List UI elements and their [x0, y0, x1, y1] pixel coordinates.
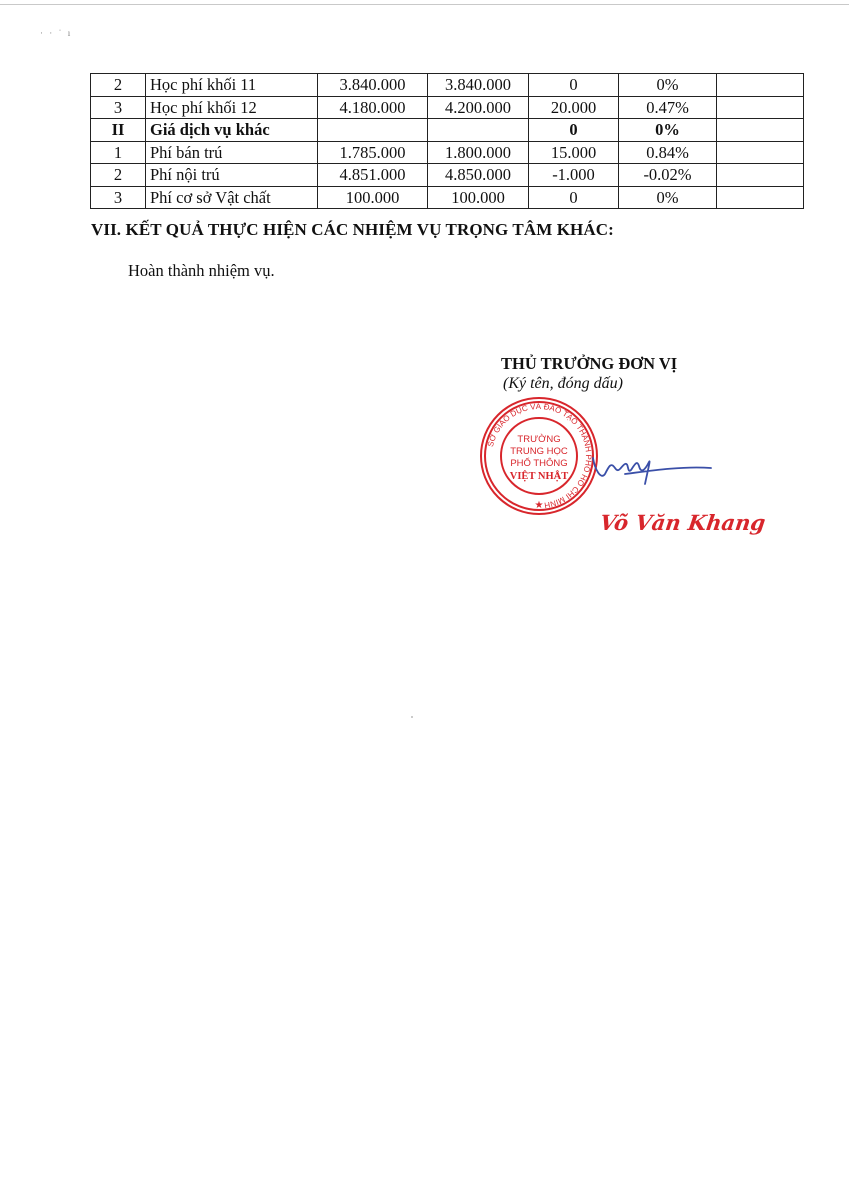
page-top-edge — [0, 4, 849, 5]
row-percent: 0% — [619, 74, 717, 97]
row-number: 2 — [91, 74, 146, 97]
row-note — [717, 164, 804, 187]
row-old-price: 100.000 — [318, 186, 428, 209]
row-name: Phí bán trú — [146, 141, 318, 164]
row-note — [717, 186, 804, 209]
row-new-price: 1.800.000 — [428, 141, 529, 164]
table-row — [91, 141, 804, 164]
svg-text:PHỔ THÔNG: PHỔ THÔNG — [510, 458, 568, 469]
row-new-price: 100.000 — [428, 186, 529, 209]
table-row — [91, 186, 804, 209]
scan-marks: · · ˈ ı — [40, 28, 73, 38]
row-name: Học phí khối 11 — [146, 74, 318, 97]
row-old-price — [318, 119, 428, 142]
signature-title: THỦ TRƯỞNG ĐƠN VỊ — [501, 354, 678, 373]
row-name: Phí nội trú — [146, 164, 318, 187]
row-new-price: 3.840.000 — [428, 74, 529, 97]
row-old-price: 4.180.000 — [318, 96, 428, 119]
row-difference: 0 — [529, 74, 619, 97]
row-name: Giá dịch vụ khác — [146, 119, 318, 142]
svg-text:★: ★ — [534, 500, 544, 511]
row-note — [717, 141, 804, 164]
fee-table — [90, 73, 804, 209]
row-difference: 0 — [529, 119, 619, 142]
row-percent: 0% — [619, 119, 717, 142]
table-row — [91, 119, 804, 142]
row-difference: 20.000 — [529, 96, 619, 119]
row-number: II — [91, 119, 146, 142]
row-number: 3 — [91, 186, 146, 209]
row-difference: 0 — [529, 186, 619, 209]
row-note — [717, 74, 804, 97]
table-row — [91, 96, 804, 119]
svg-text:SỞ GIÁO DỤC VÀ ĐÀO TẠO THÀNH P: SỞ GIÁO DỤC VÀ ĐÀO TẠO THÀNH PHỐ HỒ CHÍ MINH — [485, 401, 594, 510]
svg-text:TRƯỜNG: TRƯỜNG — [517, 434, 561, 445]
row-percent: -0.02% — [619, 164, 717, 187]
section-body-text: Hoàn thành nhiệm vụ. — [128, 261, 275, 280]
row-number: 2 — [91, 164, 146, 187]
row-difference: -1.000 — [529, 164, 619, 187]
row-name: Học phí khối 12 — [146, 96, 318, 119]
signer-name: Võ Văn Khang — [598, 510, 768, 535]
svg-text:TRUNG HỌC: TRUNG HỌC — [510, 446, 568, 457]
row-old-price: 1.785.000 — [318, 141, 428, 164]
table-row — [91, 74, 804, 97]
svg-text:VIỆT NHẬT: VIỆT NHẬT — [509, 471, 569, 482]
row-percent: 0% — [619, 186, 717, 209]
row-note — [717, 96, 804, 119]
row-percent: 0.47% — [619, 96, 717, 119]
row-old-price: 3.840.000 — [318, 74, 428, 97]
signature-note: (Ký tên, đóng dấu) — [503, 375, 623, 392]
row-number: 1 — [91, 141, 146, 164]
row-difference: 15.000 — [529, 141, 619, 164]
row-number: 3 — [91, 96, 146, 119]
row-new-price — [428, 119, 529, 142]
handwritten-signature-icon — [575, 440, 715, 500]
row-new-price: 4.200.000 — [428, 96, 529, 119]
row-old-price: 4.851.000 — [318, 164, 428, 187]
row-name: Phí cơ sở Vật chất — [146, 186, 318, 209]
scan-speck — [411, 716, 413, 718]
section-heading: VII. KẾT QUẢ THỰC HIỆN CÁC NHIỆM VỤ TRỌNG TÂM KHÁC: — [91, 220, 614, 239]
table-row — [91, 164, 804, 187]
row-note — [717, 119, 804, 142]
row-new-price: 4.850.000 — [428, 164, 529, 187]
row-percent: 0.84% — [619, 141, 717, 164]
